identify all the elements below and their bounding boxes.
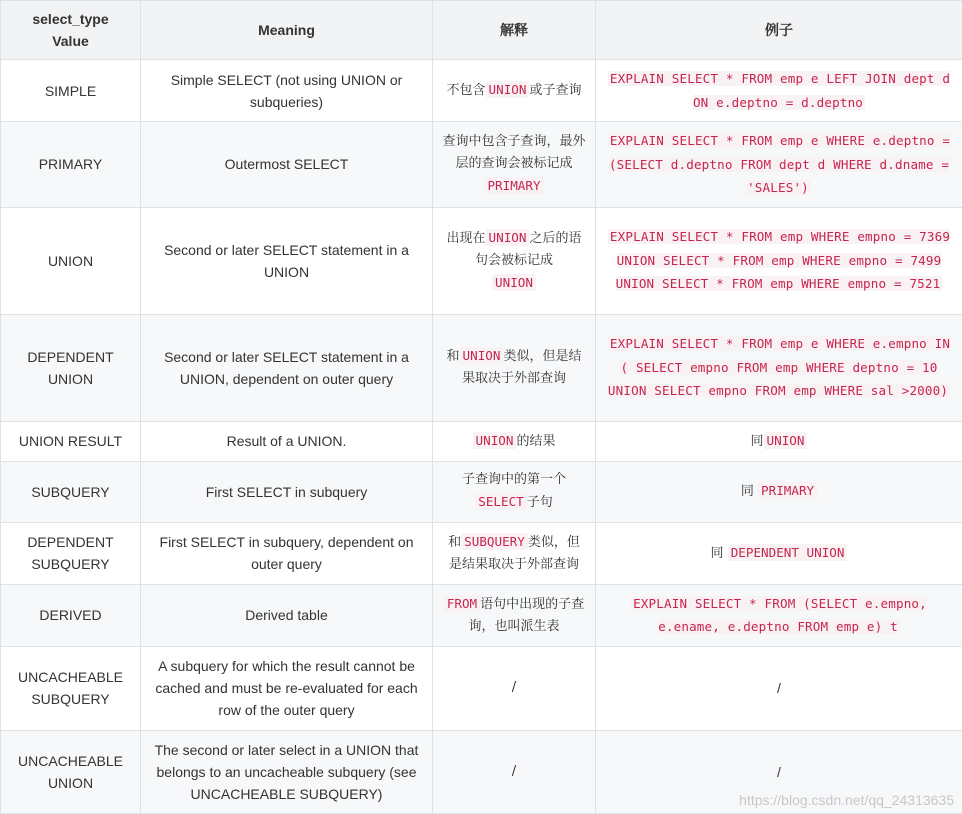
cell-value <box>1 314 141 421</box>
cn-text: 出现在 <box>446 230 486 246</box>
value-line1: DEPENDENT <box>27 534 114 550</box>
cell-example: / <box>596 730 962 813</box>
cell-meaning: The second or later select in a UNION that belongs to an uncacheable subquery (see UNCACHEABLE SUBQUERY) <box>141 730 433 813</box>
cell-example <box>596 60 962 122</box>
cell-explanation: / <box>433 646 596 730</box>
cell-value: PRIMARY <box>1 122 141 208</box>
header-example: 例子 <box>596 1 962 60</box>
cn-text: 子句 <box>526 495 553 510</box>
inline-code: UNION <box>486 229 530 246</box>
example-text: 同 <box>750 433 764 449</box>
header-select-type-line1: select_type <box>32 11 109 27</box>
cell-explanation <box>433 461 596 522</box>
inline-code: UNION <box>492 274 536 291</box>
cell-value <box>1 522 141 584</box>
cell-meaning: Outermost SELECT <box>141 122 433 208</box>
value-line2: UNION <box>47 774 94 791</box>
cell-explanation: / <box>433 730 596 813</box>
cell-meaning: First SELECT in subquery, dependent on outer query <box>141 522 433 584</box>
example-code: EXPLAIN SELECT * FROM emp e WHERE e.deptno = (SELECT d.deptno FROM dept d WHERE d.dname = 'SALES') <box>608 133 951 195</box>
example-code: EXPLAIN SELECT * FROM (SELECT e.empno, e.ename, e.deptno FROM emp e) t <box>633 595 927 634</box>
header-explanation: 解释 <box>433 1 596 60</box>
cell-value: SUBQUERY <box>1 461 141 522</box>
inline-code: UNION <box>460 347 504 364</box>
cell-explanation <box>433 584 596 646</box>
header-select-type-line2: Value <box>52 33 89 49</box>
cell-value <box>1 730 141 813</box>
cell-meaning: First SELECT in subquery <box>141 461 433 522</box>
cell-meaning: Second or later SELECT statement in a UNION, dependent on outer query <box>141 314 433 421</box>
table-row <box>1 461 962 522</box>
inline-code: SUBQUERY <box>461 533 528 550</box>
value-line1: UNCACHEABLE <box>17 669 124 685</box>
inline-code: UNION <box>764 432 808 449</box>
cn-text: 或子查询 <box>529 83 582 98</box>
example-code: EXPLAIN SELECT * FROM emp e WHERE e.empno IN ( SELECT empno FROM emp WHERE deptno = 10 UNION SELECT empno FROM emp WHERE sal >2000) <box>607 336 951 399</box>
table-header <box>1 1 962 60</box>
cell-meaning: Derived table <box>141 584 433 646</box>
cell-explanation <box>433 207 596 314</box>
inline-code: PRIMARY <box>484 177 543 194</box>
value-line2: SUBQUERY <box>31 556 110 572</box>
inline-code: DEPENDENT UNION <box>728 544 848 561</box>
value-line1: UNCACHEABLE <box>17 752 124 769</box>
table-row <box>1 421 962 461</box>
inline-code: PRIMARY <box>758 482 817 499</box>
header-select-type <box>1 1 141 60</box>
table-row <box>1 584 962 646</box>
inline-code: UNION <box>473 432 517 449</box>
cn-text: 和 <box>446 349 460 364</box>
cell-example <box>596 421 962 461</box>
cell-example <box>596 122 962 208</box>
inline-code: FROM <box>444 595 480 612</box>
cell-value <box>1 646 141 730</box>
inline-code: SELECT <box>475 493 527 510</box>
cell-value: SIMPLE <box>1 60 141 122</box>
cell-explanation <box>433 421 596 461</box>
cell-example: / <box>596 646 962 730</box>
cell-meaning: Second or later SELECT statement in a UNION <box>141 207 433 314</box>
cn-text: 和 <box>448 534 462 550</box>
cn-text: 子查询中的第一个 <box>461 472 566 487</box>
cell-explanation <box>433 60 596 122</box>
cn-text: 的结果 <box>516 433 556 449</box>
cell-example <box>596 461 962 522</box>
cn-text: 类似，但是结果取决于外部查询 <box>448 534 580 572</box>
table-row <box>1 314 962 421</box>
watermark: https://blog.csdn.net/qq_24313635 <box>739 792 954 808</box>
example-text: 同 <box>740 484 754 499</box>
cell-example <box>596 207 962 314</box>
cn-text: 语句中出现的子查询，也叫派生表 <box>468 596 585 634</box>
cell-meaning: Simple SELECT (not using UNION or subqueries) <box>141 60 433 122</box>
table-row <box>1 122 962 208</box>
cell-explanation <box>433 122 596 208</box>
cell-explanation <box>433 314 596 421</box>
cell-value: DERIVED <box>1 584 141 646</box>
table-row <box>1 730 962 813</box>
example-code: EXPLAIN SELECT * FROM emp e LEFT JOIN dept d ON e.deptno = d.deptno <box>609 71 951 110</box>
table-row <box>1 646 962 730</box>
cn-text: 不包含 <box>446 83 486 98</box>
value-line2: UNION <box>47 370 94 387</box>
cn-text: 之后的语句会被标记成 <box>474 230 582 268</box>
table-row <box>1 522 962 584</box>
cell-example <box>596 314 962 421</box>
header-meaning: Meaning <box>141 1 433 60</box>
value-line2: SUBQUERY <box>31 691 110 707</box>
example-text: 同 <box>710 545 724 561</box>
value-line1: DEPENDENT <box>27 348 114 365</box>
cell-value: UNION RESULT <box>1 421 141 461</box>
cell-meaning: A subquery for which the result cannot be cached and must be re-evaluated for each row of the outer query <box>141 646 433 730</box>
cell-explanation <box>433 522 596 584</box>
cell-value: UNION <box>1 207 141 314</box>
cn-text: 类似，但是结果取决于外部查询 <box>461 349 582 386</box>
inline-code: UNION <box>486 81 530 98</box>
cell-example <box>596 522 962 584</box>
table-row <box>1 207 962 314</box>
header-row <box>1 1 962 60</box>
example-code: EXPLAIN SELECT * FROM emp WHERE empno = 7369 UNION SELECT * FROM emp WHERE empno = 7499 UNION SELECT * FROM emp WHERE empno = 7521 <box>609 229 951 292</box>
cn-text: 查询中包含子查询，最外层的查询会被标记成 <box>442 133 586 171</box>
cell-example <box>596 584 962 646</box>
cell-meaning: Result of a UNION. <box>141 421 433 461</box>
table-row <box>1 60 962 122</box>
